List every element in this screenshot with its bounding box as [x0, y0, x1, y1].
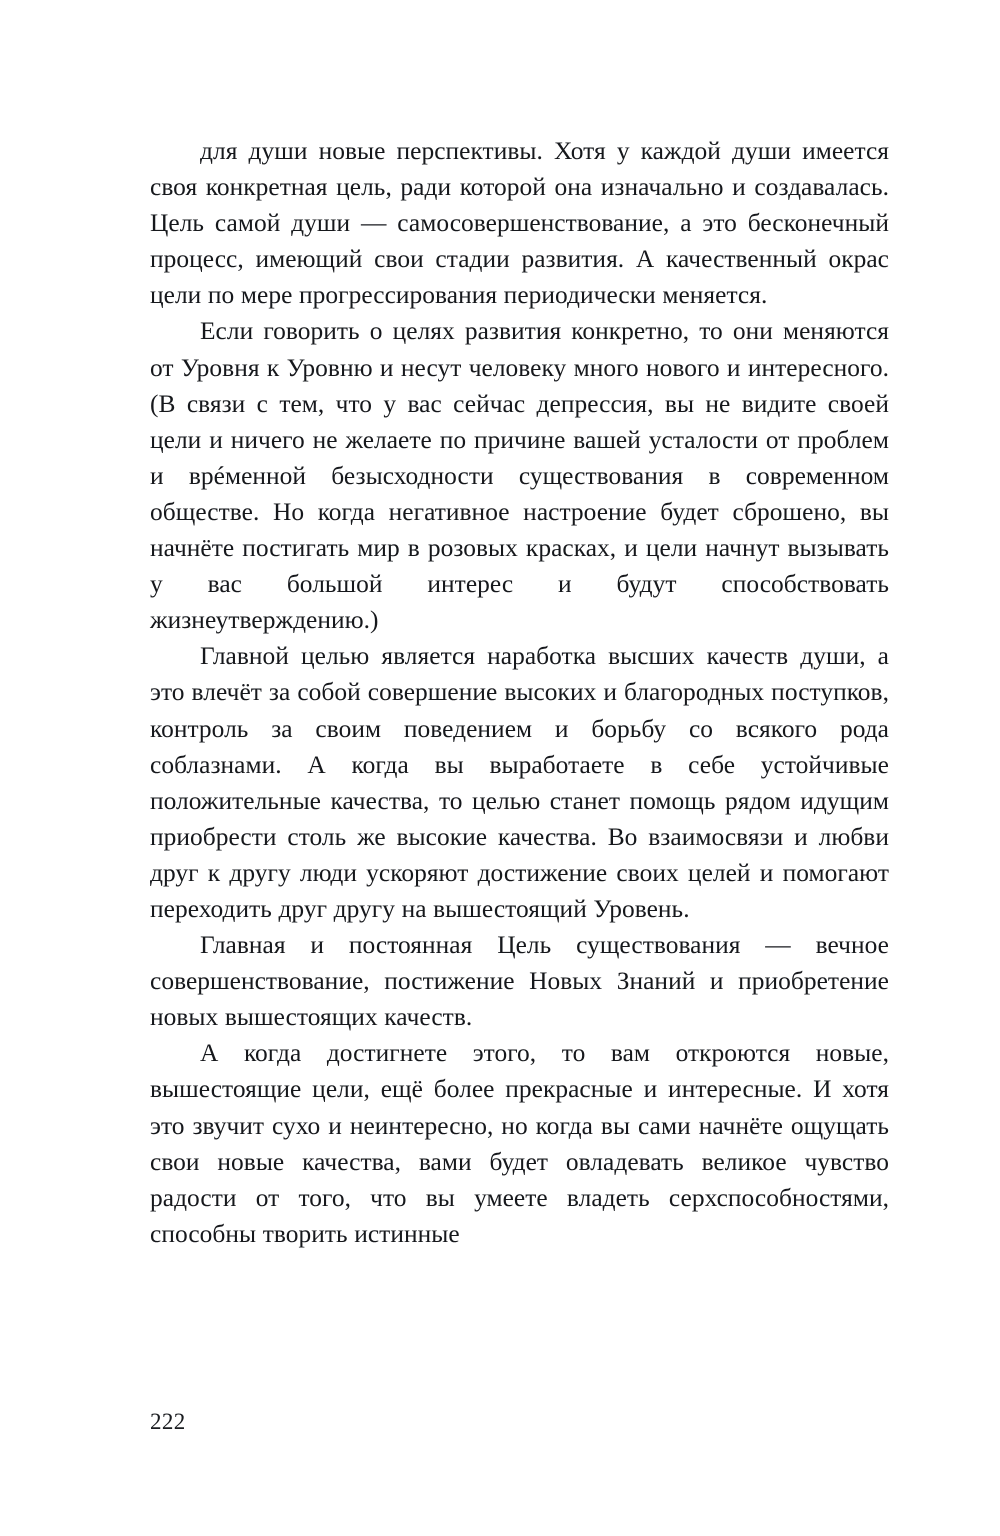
paragraph: Главной целью является наработка высших качеств души, а это влечёт за собой совершение высоких и благородных поступков, контроль за своим поведением и борьбу со всякого рода соблазнами. А когда вы выработаете в себе устойчивые положительные качества, то целью станет помощь рядом идущим приобрести столь же высокие качества. Во взаимосвязи и любви друг к другу люди ускоряют достижение своих целей и помогают переходить друг другу на вышестоящий Уровень.	[150, 642, 889, 923]
paragraph: Если говорить о целях развития конкретно, то они меняются от Уровня к Уровню и несут человеку много нового и интересного. (В связи с тем, что у вас сейчас депрессия, вы не видите своей цели и ничего не желаете по причине вашей усталости от проблем и врéменной безысходности существования в современном обществе. Но когда негативное настроение будет сброшено, вы начнёте постигать мир в розовых красках, и цели начнут вызывать у вас большой интерес и будут способствовать жизнеутверждению.)	[150, 317, 889, 635]
paragraph: для души новые перспективы. Хотя у каждой души имеется своя конкретная цель, ради которой она изначально и создавалась. Цель самой души — самосовершенствование, а это бесконечный процесс, имеющий свои стадии развития. А качественный окрас цели по мере прогрессирования периодически меняется.	[150, 137, 889, 310]
text-column	[150, 133, 889, 1252]
paragraph: А когда достигнете этого, то вам откроются новые, вышестоящие цели, ещё более прекрасные и интересные. И хотя это звучит сухо и неинтересно, но когда вы сами начнёте ощущать свои новые качества, вами будет овладевать великое чувство радости от того, что вы умеете владеть серхспособностями, способны творить истинные	[150, 1039, 889, 1248]
paragraph: Главная и постоянная Цель существования — вечное совершенствование, постижение Новых Знаний и приобретение новых вышестоящих качеств.	[150, 931, 889, 1032]
page-number: 222	[150, 1409, 186, 1434]
